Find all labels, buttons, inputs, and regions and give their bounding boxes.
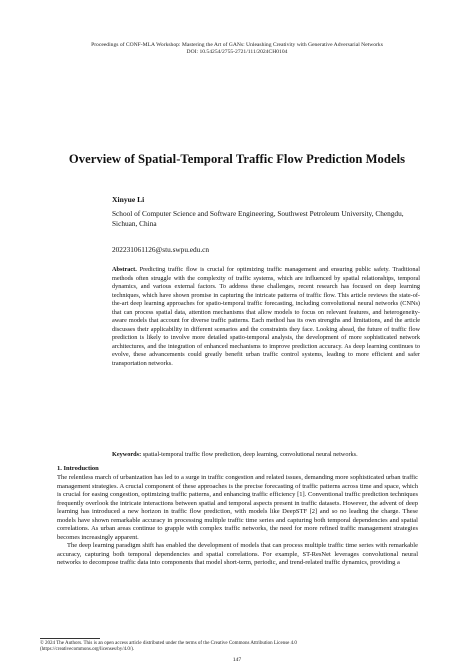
author-name: Xinyue Li bbox=[112, 195, 145, 204]
abstract-label: Abstract. bbox=[112, 266, 137, 273]
license-line: © 2024 The Authors. This is an open access article distributed under the terms of the Creative Commons Attribution License 4.0 bbox=[40, 641, 297, 646]
author-email: 202231061126@stu.swpu.edu.cn bbox=[112, 245, 210, 254]
introduction-body bbox=[57, 474, 418, 568]
introduction-paragraph-2: The deep learning paradigm shift has enabled the development of models that can process multiple traffic time series with remarkable accuracy, capturing both temporal dependencies and spatial correlations. For example, ST-ResNet leverages convolutional neural networks to decompose traffic data into components that model short-term, periodic, and trend-related traffic dynamics, providing a bbox=[57, 542, 418, 566]
proceedings-header bbox=[40, 42, 434, 56]
keywords-text: spatial-temporal traffic flow prediction, deep learning, convolutional neural networks. bbox=[142, 451, 358, 458]
author-affiliation: School of Computer Science and Software Engineering, Southwest Petroleum University, Chengdu, Sichuan, China bbox=[112, 209, 404, 228]
section-heading-introduction: 1. Introduction bbox=[57, 465, 99, 472]
abstract bbox=[112, 266, 420, 368]
abstract-text: Predicting traffic flow is crucial for optimizing traffic management and ensuring public safety. Traditional methods often struggle with the complexity of traffic systems, which are influenced by spatial relationships, temporal dynamics, and various external factors. To address these challenges, recent research has focused on deep learning techniques, which have shown promise in capturing the intricate patterns of traffic flow. This article reviews the state-of-the-art deep learning approaches for spatio-temporal traffic forecasting, including convolutional neural networks (CNNs) that can process spatial data, attention mechanisms that allow models to focus on relevant features, and heterogeneity-aware models that account for diverse traffic patterns. Each method has its own strengths and limitations, and the article discusses their applicability in different scenarios and the constraints they face. Looking ahead, the future of traffic flow prediction is likely to involve more detailed spatio-temporal analysis, the development of more sophisticated network architectures, and the integration of enhanced mechanisms to improve prediction accuracy. As deep learning continues to evolve, these advancements could greatly benefit urban traffic control systems, leading to more efficient and safer transportation networks. bbox=[112, 266, 421, 367]
license-footnote bbox=[40, 641, 435, 654]
footnote-divider bbox=[40, 638, 100, 639]
header-conference-line: Proceedings of CONF-MLA Workshop: Mastering the Art of GANs: Unleashing Creativity with Generative Adversarial Networks bbox=[91, 42, 383, 48]
paper-title: Overview of Spatial-Temporal Traffic Flow Prediction Models bbox=[68, 152, 406, 166]
keywords bbox=[112, 451, 420, 460]
license-url: (https://creativecommons.org/licenses/by/4.0/). bbox=[40, 647, 135, 653]
keywords-label: Keywords: bbox=[112, 451, 142, 458]
page-number: 147 bbox=[232, 657, 242, 663]
introduction-paragraph-1: The relentless march of urbanization has led to a surge in traffic congestion and related issues, demanding more sophisticated urban traffic management strategies. A crucial component of these approaches is the precise forecasting of traffic patterns across time and space, which is crucial for easing congestion, optimizing traffic patterns, and enhancing traffic efficiency [1]. Conventional traffic prediction techniques frequently overlook the intricate interactions between spatial and temporal aspects present in traffic datasets. However, the advent of deep learning has introduced a new horizon in traffic flow prediction, with models like DeepSTF [2] and so no leading the charge. These models have shown remarkable accuracy in processing multiple traffic time series and capturing both temporal dependencies and spatial correlations. As urban areas continue to grapple with complex traffic networks, the need for more refined traffic management strategies becomes increasingly apparent. bbox=[57, 474, 418, 541]
header-doi-line: DOI: 10.54254/2755-2721/111/2024CH0104 bbox=[186, 49, 288, 55]
